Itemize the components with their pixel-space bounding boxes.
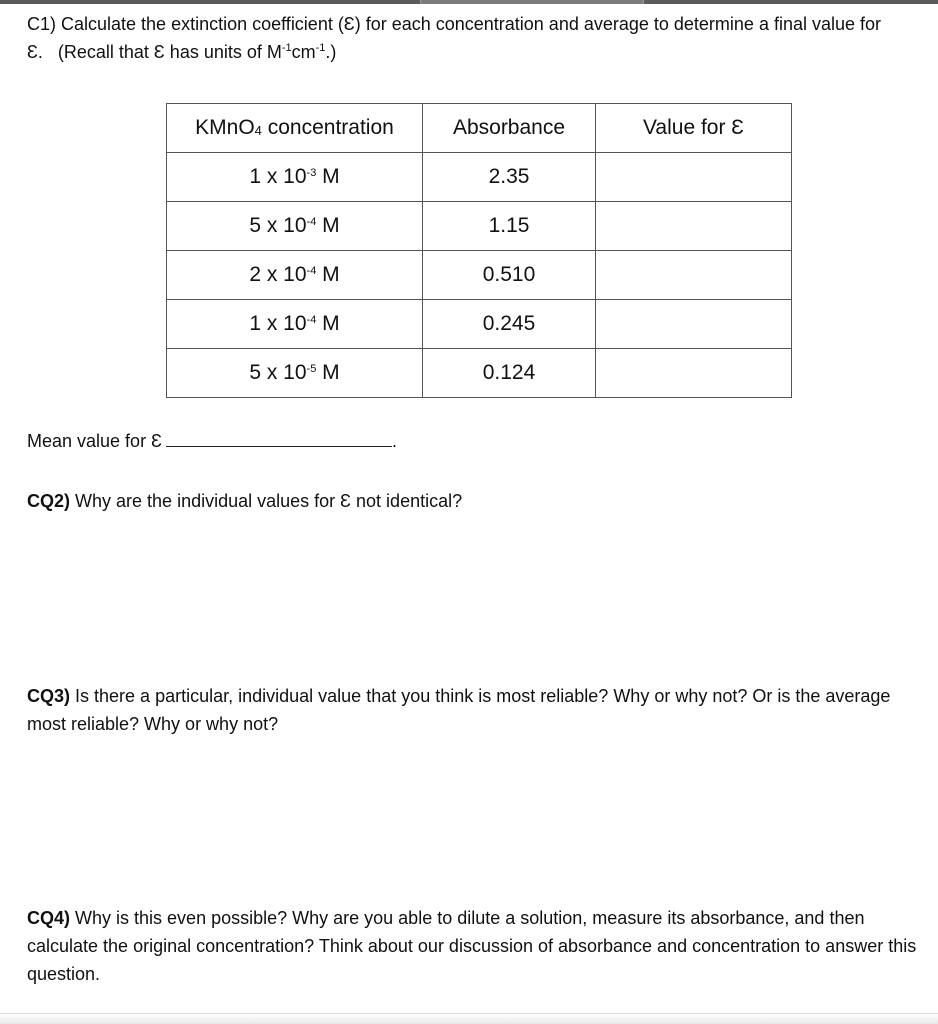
c1-unit-cm: cm	[291, 42, 316, 62]
header-absorbance: Absorbance	[423, 104, 596, 153]
conc-unit: M	[316, 214, 340, 237]
mean-label: Mean value for Ɛ	[27, 431, 162, 451]
cell-value-input[interactable]	[596, 349, 792, 398]
table-row	[167, 251, 792, 300]
header-conc-prefix: KMnO	[195, 116, 255, 139]
conc-mantissa: 1 x 10	[249, 165, 307, 188]
cell-value-input[interactable]	[596, 202, 792, 251]
header-value: Value for Ɛ	[596, 104, 792, 153]
conc-exponent: -5	[306, 363, 317, 375]
question-cq4	[27, 904, 927, 988]
cq4-label: CQ4)	[27, 908, 71, 928]
document-page	[0, 4, 938, 1016]
cell-concentration	[167, 300, 423, 349]
table-header-row	[167, 104, 792, 153]
c1-unit-exponent-1: -1	[281, 42, 292, 54]
mean-answer-blank[interactable]	[166, 428, 392, 447]
cell-absorbance: 1.15	[423, 202, 596, 251]
cell-concentration	[167, 153, 423, 202]
table-row	[167, 202, 792, 251]
conc-mantissa: 2 x 10	[249, 263, 307, 286]
cell-value-input[interactable]	[596, 251, 792, 300]
header-conc-subscript: 4	[254, 123, 262, 138]
mean-value-line	[27, 427, 397, 455]
cell-concentration	[167, 349, 423, 398]
cell-value-input[interactable]	[596, 300, 792, 349]
conc-unit: M	[316, 165, 340, 188]
question-c1	[27, 10, 927, 66]
data-table	[166, 103, 792, 398]
c1-unit-exponent-2: -1	[315, 42, 326, 54]
conc-exponent: -4	[306, 314, 317, 326]
header-conc-suffix: concentration	[261, 116, 394, 139]
table-row	[167, 349, 792, 398]
cq4-text: Why is this even possible? Why are you able to dilute a solution, measure its absorbance, and then calculate the original concentration? Think about our discussion of absorbance and concentration to answer this question.	[27, 908, 917, 984]
conc-exponent: -4	[306, 216, 317, 228]
conc-unit: M	[316, 312, 340, 335]
conc-exponent: -4	[306, 265, 317, 277]
c1-text: C1) Calculate the extinction coefficient (Ɛ) for each concentration and average to determine a final value for Ɛ.	[27, 14, 882, 62]
question-cq3	[27, 682, 932, 738]
conc-mantissa: 5 x 10	[249, 361, 307, 384]
header-concentration	[167, 104, 423, 153]
cq3-text: Is there a particular, individual value that you think is most reliable? Why or why not? Or is the average most reliable? Why or why not?	[27, 686, 891, 734]
cell-absorbance: 0.245	[423, 300, 596, 349]
question-cq2	[27, 487, 462, 515]
cell-value-input[interactable]	[596, 153, 792, 202]
cell-absorbance: 0.510	[423, 251, 596, 300]
table-row	[167, 300, 792, 349]
table-row	[167, 153, 792, 202]
cq2-label: CQ2)	[27, 491, 71, 511]
page-bottom-edge	[0, 1013, 938, 1024]
conc-unit: M	[316, 361, 340, 384]
cq2-text: Why are the individual values for Ɛ not identical?	[75, 491, 463, 511]
cell-concentration	[167, 251, 423, 300]
mean-end: .	[391, 431, 397, 451]
conc-exponent: -3	[306, 167, 317, 179]
c1-recall-text: (Recall that Ɛ has units of M	[57, 42, 282, 62]
c1-end: .)	[325, 42, 337, 62]
cell-concentration	[167, 202, 423, 251]
cell-absorbance: 0.124	[423, 349, 596, 398]
conc-unit: M	[316, 263, 340, 286]
conc-mantissa: 1 x 10	[249, 312, 307, 335]
cq3-label: CQ3)	[27, 686, 71, 706]
cell-absorbance: 2.35	[423, 153, 596, 202]
conc-mantissa: 5 x 10	[249, 214, 307, 237]
